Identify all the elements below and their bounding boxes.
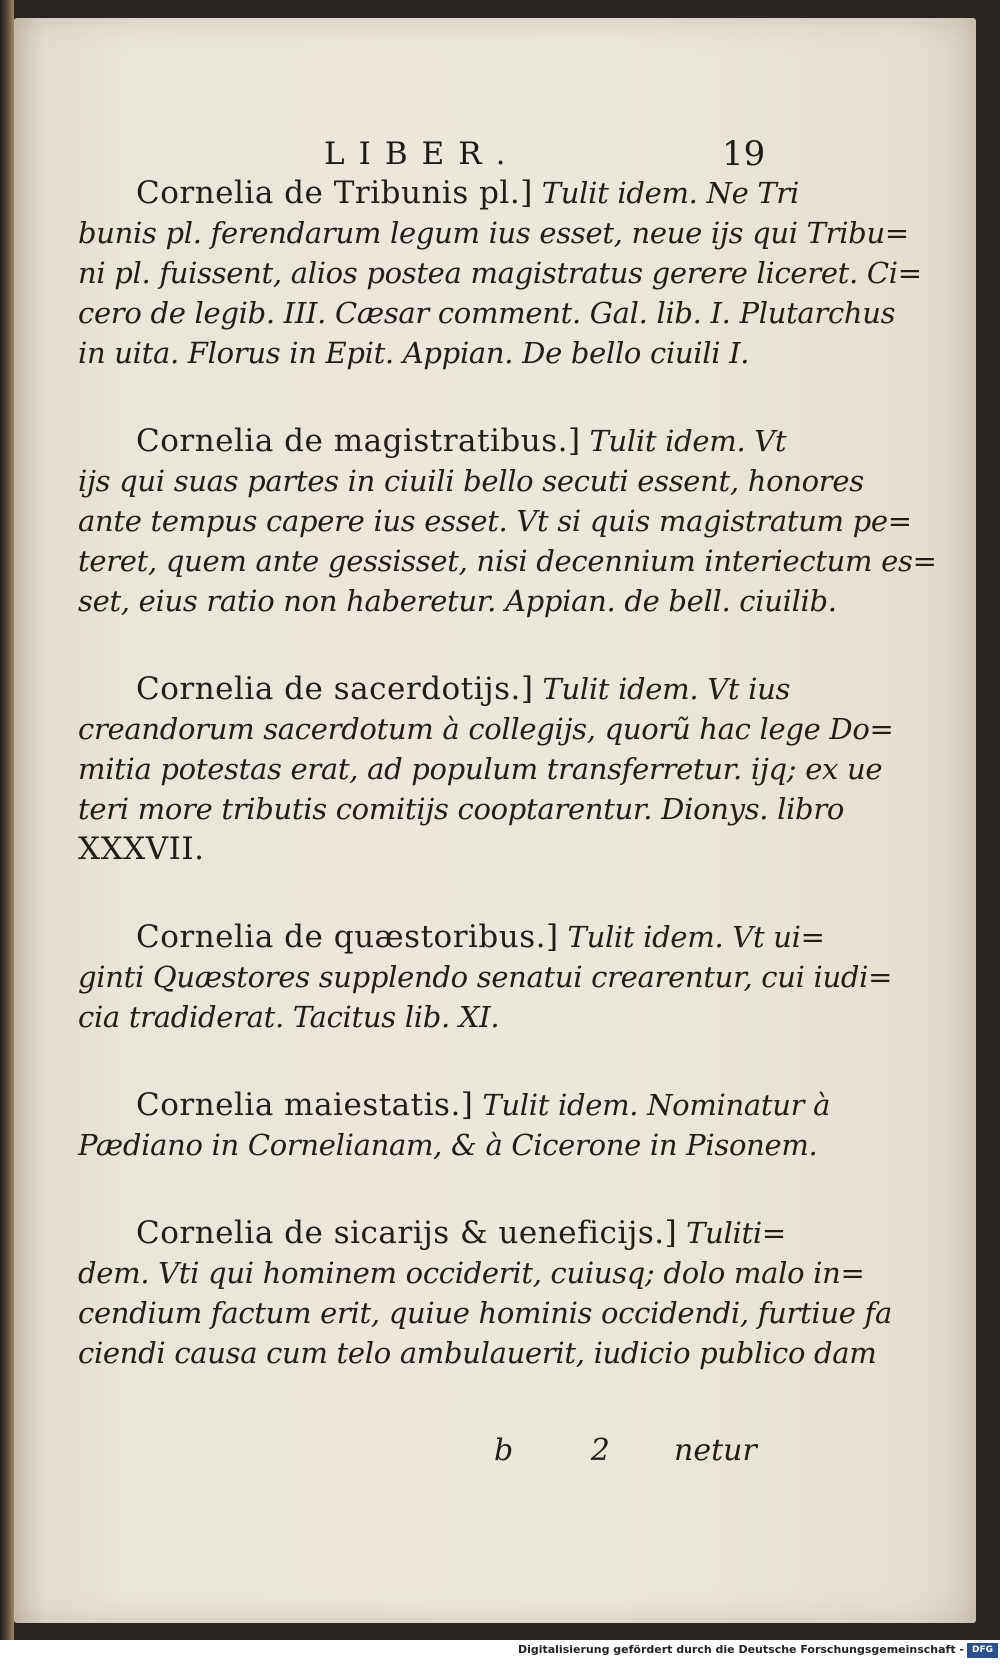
entry-text: Tulit idem. Vt ui= — [567, 920, 825, 954]
page-footer-marks — [14, 1433, 976, 1483]
entry-first-line — [78, 173, 818, 213]
entry-first-line — [78, 669, 818, 709]
catchword: netur — [674, 1433, 757, 1468]
text-block — [78, 173, 937, 1421]
law-entry — [78, 421, 937, 621]
entry-heading: Cornelia maiestatis.] — [136, 1087, 474, 1123]
running-head: LIBER. — [324, 136, 520, 172]
entry-first-line — [78, 1213, 818, 1253]
entry-line: mitia potestas erat, ad populum transferretur. ijq; ex ue — [78, 752, 883, 786]
signature-mark: b 2 — [494, 1433, 644, 1468]
page-header — [14, 126, 976, 176]
entry-heading: Cornelia de sicarijs & ueneficijs.] — [136, 1215, 678, 1251]
entry-first-line — [78, 421, 818, 461]
law-entry — [78, 1213, 892, 1373]
entry-line: ijs qui suas partes in ciuili bello secuti essent, honores — [78, 464, 864, 498]
entry-line: cia tradiderat. Tacitus lib. XI. — [78, 1000, 500, 1034]
entry-text: Tulit idem. Ne Tri — [541, 176, 799, 210]
book-gutter-edge — [0, 0, 14, 1640]
entry-line: set, eius ratio non haberetur. Appian. de bell. ciuilib. — [78, 584, 837, 618]
law-entry — [78, 669, 894, 869]
book-page — [14, 18, 976, 1623]
entry-line: ciendi causa cum telo ambulauerit, iudicio publico dam — [78, 1336, 877, 1370]
entry-line: cendium factum erit, quiue hominis occidendi, furtiue fa — [78, 1296, 892, 1330]
entry-line: XXXVII. — [78, 831, 205, 867]
entry-line: in uita. Florus in Epit. Appian. De bello ciuili I. — [78, 336, 750, 370]
law-entry — [78, 917, 893, 1037]
entry-first-line — [78, 917, 825, 957]
entry-text: Tulit idem. Vt — [589, 424, 787, 458]
entry-heading: Cornelia de magistratibus.] — [136, 423, 581, 459]
entry-line: bunis pl. ferendarum legum ius esset, neue ijs qui Tribu= — [78, 216, 909, 250]
entry-first-line — [78, 1085, 831, 1125]
entry-line: ni pl. fuissent, alios postea magistratus gerere liceret. Ci= — [78, 256, 922, 290]
credit-bar — [0, 1640, 1000, 1665]
entry-line: creandorum sacerdotum à collegijs, quorũ hac lege Do= — [78, 712, 894, 746]
entry-text: Tulit idem. Nominatur à — [482, 1088, 831, 1122]
dfg-logo: DFG — [967, 1643, 998, 1658]
entry-text: Tuliti= — [686, 1216, 786, 1250]
entry-line: cero de legib. III. Cæsar comment. Gal. lib. I. Plutarchus — [78, 296, 896, 330]
law-entry — [78, 1085, 831, 1165]
digitization-credit: Digitalisierung gefördert durch die Deutsche Forschungsgemeinschaft - — [517, 1643, 964, 1656]
page-number: 19 — [722, 134, 766, 174]
entry-line: Pædiano in Cornelianam, & à Cicerone in Pisonem. — [78, 1128, 818, 1162]
law-entry — [78, 173, 922, 373]
entry-text: Tulit idem. Vt ius — [542, 672, 791, 706]
entry-heading: Cornelia de Tribunis pl.] — [136, 175, 533, 211]
entry-line: ante tempus capere ius esset. Vt si quis magistratum pe= — [78, 504, 912, 538]
entry-line: teret, quem ante gessisset, nisi decennium interiectum es= — [78, 544, 937, 578]
entry-line: teri more tributis comitijs cooptarentur. Dionys. libro — [78, 792, 845, 826]
entry-heading: Cornelia de sacerdotijs.] — [136, 671, 534, 707]
entry-heading: Cornelia de quæstoribus.] — [136, 919, 559, 955]
entry-line: dem. Vti qui hominem occiderit, cuiusq; dolo malo in= — [78, 1256, 865, 1290]
entry-line: ginti Quæstores supplendo senatui crearentur, cui iudi= — [78, 960, 893, 994]
